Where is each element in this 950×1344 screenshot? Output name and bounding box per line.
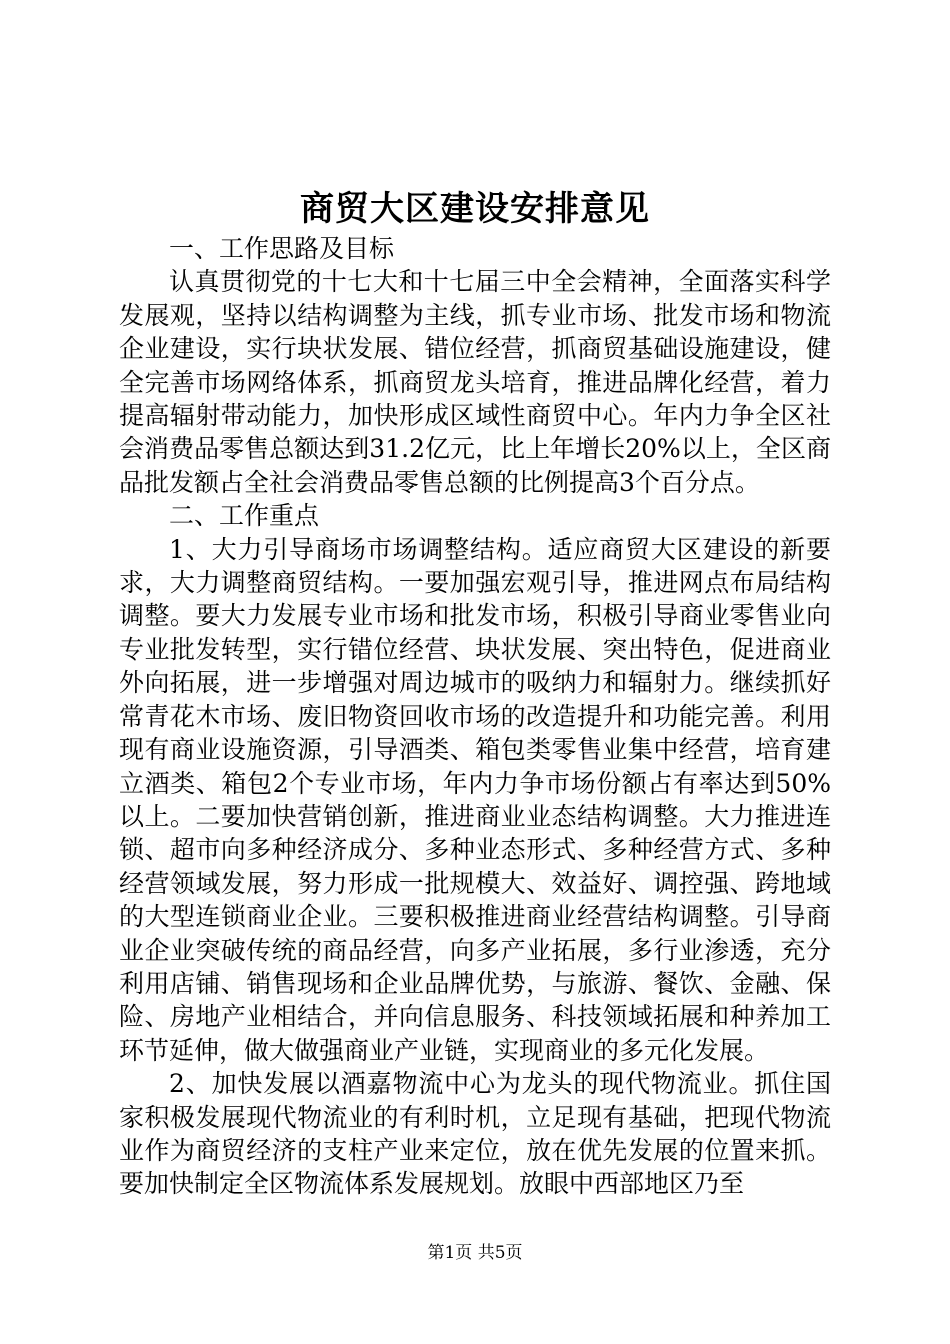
page-footer: 第1页 共5页 [427,1243,523,1263]
section-heading-1: 一、工作思路及目标 [169,234,395,263]
document-body [119,232,831,1201]
document-title: 商贸大区建设安排意见 [300,189,650,229]
paragraph-goals: 认真贯彻党的十七大和十七届三中全会精神，全面落实科学发展观，坚持以结构调整为主线，抓专业市场、批发市场和物流企业建设，实行块状发展、错位经营，抓商贸基础设施建设，健全完善市场网络体系，抓商贸龙头培育，推进品牌化经营，着力提高辐射带动能力，加快形成区域性商贸中心。年内力争全区社会消费品零售总额达到31.2亿元，比上年增长20%以上，全区商品批发额占全社会消费品零售总额的比例提高3个百分点。 [119,267,831,497]
section-heading-2: 二、工作重点 [169,501,320,531]
paragraph-point-2: 2、加快发展以酒嘉物流中心为龙头的现代物流业。抓住国家积极发展现代物流业的有利时机，立足现有基础，把现代物流业作为商贸经济的支柱产业来定位，放在优先发展的位置来抓。要加快制定全区物流体系发展规划。放眼中西部地区乃至 [119,1069,831,1199]
paragraph-point-1: 1、大力引导商场市场调整结构。适应商贸大区建设的新要求，大力调整商贸结构。一要加强宏观引导，推进网点布局结构调整。要大力发展专业市场和批发市场，积极引导商业零售业向专业批发转型，实行错位经营、块状发展、突出特色，促进商业外向拓展，进一步增强对周边城市的吸纳力和辐射力。继续抓好常青花木市场、废旧物资回收市场的改造提升和功能完善。利用现有商业设施资源，引导酒类、箱包类零售业集中经营，培育建立酒类、箱包2个专业市场，年内力争市场份额占有率达到50%以上。二要加快营销创新，推进商业业态结构调整。大力推进连锁、超市向多种经济成分、多种业态形式、多种经营方式、多种经营领域发展，努力形成一批规模大、效益好、调控强、跨地域的大型连锁商业企业。三要积极推进商业经营结构调整。引导商业企业突破传统的商品经营，向多产业拓展，多行业渗透，充分利用店铺、销售现场和企业品牌优势，与旅游、餐饮、金融、保险、房地产业相结合，并向信息服务、科技领域拓展和种养加工环节延伸，做大做强商业产业链，实现商业的多元化发展。 [119,534,831,1065]
